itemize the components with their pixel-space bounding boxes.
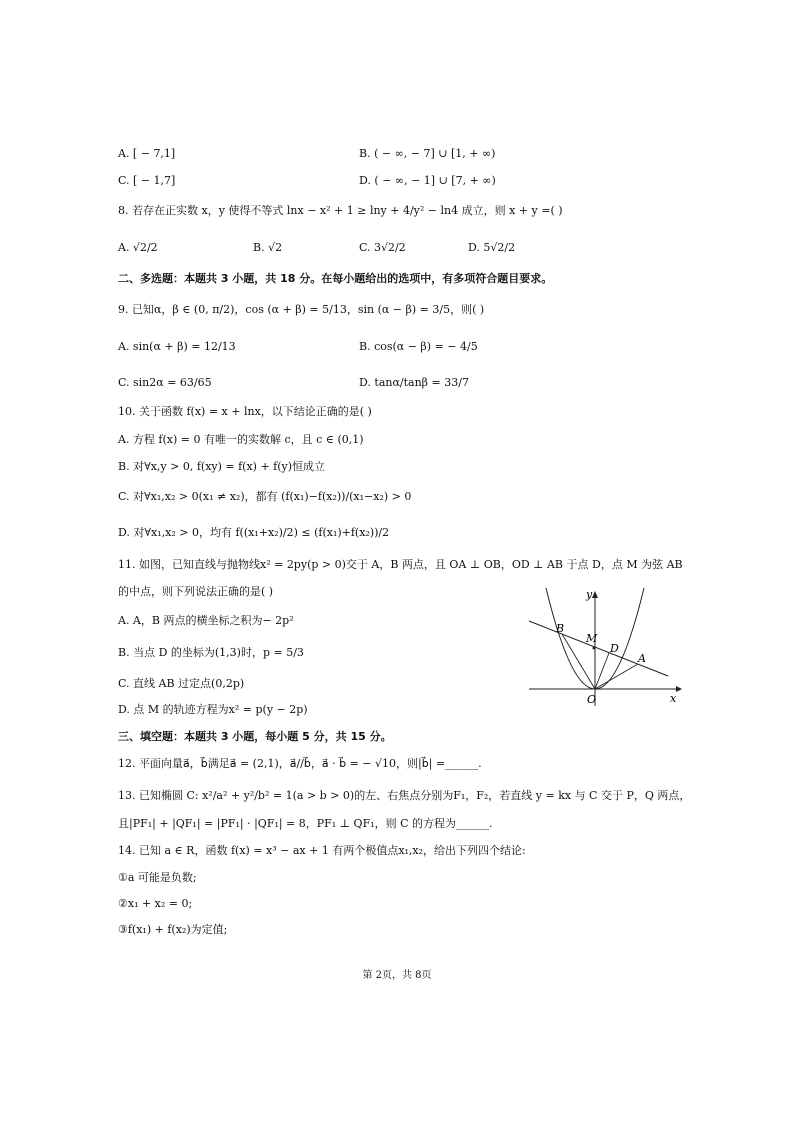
line-ab [529, 621, 668, 676]
label-x: x [670, 692, 677, 705]
section-heading-multiple-choice: 二、多选题：本题共 3 小题，共 18 分。在每小题给出的选项中，有多项符合题目要求。 [118, 272, 553, 285]
q10-option-a: A. 方程 f(x) = 0 有唯一的实数解 c，且 c ∈ (0,1) [118, 433, 364, 446]
q9-option-d: D. tanα/tanβ = 33/7 [359, 376, 469, 389]
label-d: D [610, 642, 619, 655]
label-y: y [586, 588, 593, 601]
q14-conclusion-2: ②x₁ + x₂ = 0; [118, 897, 193, 910]
q8-option-d: D. 5√2/2 [468, 241, 516, 254]
q8-stem: 8. 若存在正实数 x，y 使得不等式 lnx − x² + 1 ≥ lny + 4/y² − ln4 成立，则 x + y =( ) [118, 204, 563, 217]
page-footer: 第 2页，共 8页 [362, 970, 432, 981]
q9-option-b: B. cos(α − β) = − 4/5 [359, 340, 478, 353]
q11-stem-line2: 的中点，则下列说法正确的是( ) [118, 585, 274, 598]
q9-stem: 9. 已知α，β ∈ (0, π/2)，cos (α + β) = 5/13，sin (α − β) = 3/5，则( ) [118, 303, 485, 316]
q9-option-a: A. sin(α + β) = 12/13 [118, 340, 236, 353]
q13-line2: 且|PF₁| + |QF₁| = |PF₁| · |QF₁| = 8，PF₁ ⊥ QF₁，则 C 的方程为______. [118, 817, 493, 830]
q10-option-c: C. 对∀x₁,x₂ > 0(x₁ ≠ x₂)，都有 (f(x₁)−f(x₂))/(x₁−x₂) > 0 [118, 490, 412, 503]
q14-stem: 14. 已知 a ∈ R，函数 f(x) = x³ − ax + 1 有两个极值点x₁,x₂，给出下列四个结论: [118, 844, 526, 857]
point-m [593, 647, 596, 650]
q10-option-d: D. 对∀x₁,x₂ > 0，均有 f((x₁+x₂)/2) ≤ (f(x₁)+f(x₂))/2 [118, 526, 390, 539]
q11-option-c: C. 直线 AB 过定点(0,2p) [118, 677, 245, 690]
q13-line1: 13. 已知椭圆 C: x²/a² + y²/b² = 1(a > b > 0)的左、右焦点分别为F₁，F₂，若直线 y = kx 与 C 交于 P，Q 两点， [118, 789, 691, 802]
q10-stem: 10. 关于函数 f(x) = x + lnx，以下结论正确的是( ) [118, 405, 372, 418]
q11-option-b: B. 当点 D 的坐标为(1,3)时，p = 5/3 [118, 646, 304, 659]
label-o: O [587, 693, 597, 706]
q8-option-c: C. 3√2/2 [359, 241, 406, 254]
q14-conclusion-3: ③f(x₁) + f(x₂)为定值; [118, 923, 228, 936]
x-axis-arrow [676, 686, 682, 692]
segment-oa [595, 664, 638, 689]
q8-option-b: B. √2 [253, 241, 283, 254]
label-m: M [586, 632, 598, 645]
q11-option-a: A. A，B 两点的横坐标之积为− 2p² [118, 614, 294, 627]
q7-option-b: B. ( − ∞, − 7] ∪ [1, + ∞) [359, 147, 496, 160]
q9-option-c: C. sin2α = 63/65 [118, 376, 212, 389]
q7-option-a: A. [ − 7,1] [118, 147, 176, 160]
q11-option-d: D. 点 M 的轨迹方程为x² = p(y − 2p) [118, 703, 308, 716]
section-heading-fill-blank: 三、填空题：本题共 3 小题，每小题 5 分，共 15 分。 [118, 730, 392, 743]
q8-option-a: A. √2/2 [118, 241, 158, 254]
q7-option-d: D. ( − ∞, − 1] ∪ [7, + ∞) [359, 174, 496, 187]
q7-option-c: C. [ − 1,7] [118, 174, 176, 187]
label-b: B [556, 622, 565, 635]
q12-stem: 12. 平面向量a⃗，b⃗满足a⃗ = (2,1)，a⃗//b⃗，a⃗ · b⃗ = − √10，则|b⃗| =______. [118, 757, 482, 770]
parabola-figure [524, 586, 684, 710]
q14-conclusion-1: ①a 可能是负数; [118, 871, 197, 884]
q11-stem-line1: 11. 如图，已知直线与抛物线x² = 2py(p > 0)交于 A，B 两点，且 OA ⊥ OB，OD ⊥ AB 于点 D，点 M 为弦 AB [118, 558, 683, 571]
y-axis-arrow [592, 591, 598, 598]
label-a: A [638, 652, 646, 665]
q10-option-b: B. 对∀x,y > 0, f(xy) = f(x) + f(y)恒成立 [118, 460, 326, 473]
